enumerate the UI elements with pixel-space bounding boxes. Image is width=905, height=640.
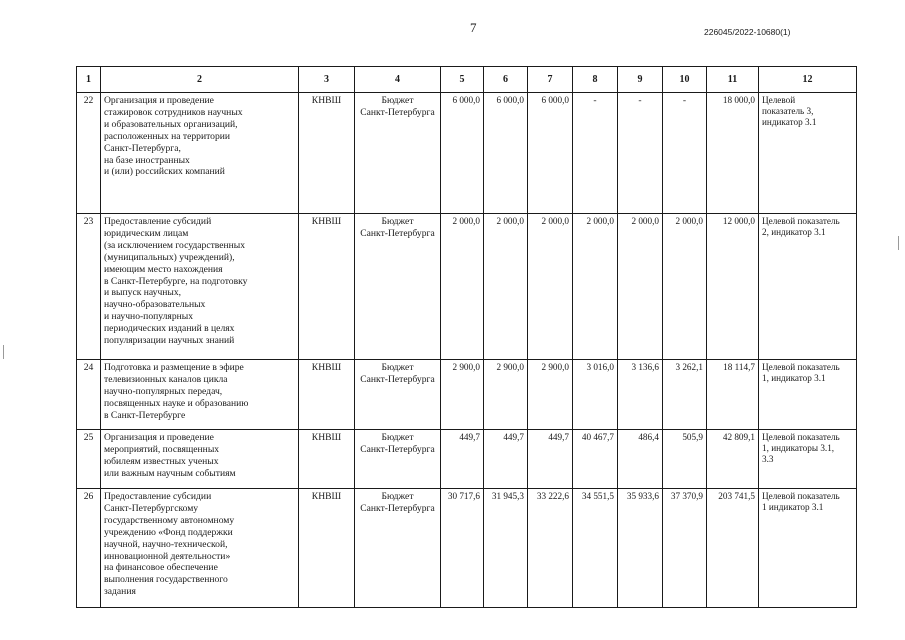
executor: КНВШ: [299, 93, 355, 214]
executor: КНВШ: [299, 430, 355, 489]
funding-value: 37 370,9: [663, 489, 707, 608]
funding-total: 18 114,7: [707, 360, 759, 430]
column-number-header: 1: [77, 67, 101, 93]
funding-value: 31 945,3: [484, 489, 528, 608]
column-number-header: 5: [441, 67, 484, 93]
funding-total: 42 809,1: [707, 430, 759, 489]
table-row: [77, 214, 857, 360]
funding-total: 12 000,0: [707, 214, 759, 360]
activity-name: Предоставление субсидии Санкт-Петербургскому государственному автономному учреждению «Фонд поддержки научной, научно-технической, инновационной деятельности» на финансовое обеспечение выполнения государственного задания: [101, 489, 299, 608]
column-number-header: 11: [707, 67, 759, 93]
executor: КНВШ: [299, 489, 355, 608]
funding-value: 2 000,0: [484, 214, 528, 360]
funding-value: 2 000,0: [663, 214, 707, 360]
funding-value: 2 900,0: [528, 360, 573, 430]
funding-value: 2 000,0: [441, 214, 484, 360]
funding-value: 486,4: [618, 430, 663, 489]
funding-source: Бюджет Санкт-Петербурга: [355, 214, 441, 360]
funding-source: Бюджет Санкт-Петербурга: [355, 360, 441, 430]
column-number-header: 9: [618, 67, 663, 93]
funding-value: 2 900,0: [441, 360, 484, 430]
funding-value: 6 000,0: [484, 93, 528, 214]
funding-value: 35 933,6: [618, 489, 663, 608]
funding-value: 2 000,0: [528, 214, 573, 360]
row-number: 22: [77, 93, 101, 214]
target-indicator: Целевой показатель 2, индикатор 3.1: [759, 214, 857, 360]
funding-value: 33 222,6: [528, 489, 573, 608]
scan-margin-mark: [898, 236, 899, 250]
funding-value: 6 000,0: [528, 93, 573, 214]
document-registration-code: 226045/2022-10680(1): [704, 27, 791, 37]
funding-value: -: [573, 93, 618, 214]
row-number: 25: [77, 430, 101, 489]
table-row: [77, 489, 857, 608]
table-row: [77, 430, 857, 489]
funding-source: Бюджет Санкт-Петербурга: [355, 93, 441, 214]
funding-value: 449,7: [528, 430, 573, 489]
funding-value: -: [618, 93, 663, 214]
funding-value: 3 136,6: [618, 360, 663, 430]
column-number-header: 8: [573, 67, 618, 93]
scan-margin-mark: [3, 345, 4, 359]
row-number: 23: [77, 214, 101, 360]
executor: КНВШ: [299, 214, 355, 360]
activity-name: Предоставление субсидий юридическим лицам (за исключением государственных (муниципальных) учреждений), имеющим место нахождения в Санкт-Петербурге, на подготовку и выпуск научных, научно-образовательных и научно-популярных периодических изданий в целях популяризации научных знаний: [101, 214, 299, 360]
column-number-header: 2: [101, 67, 299, 93]
column-number-header: 10: [663, 67, 707, 93]
funding-value: -: [663, 93, 707, 214]
column-number-header: 7: [528, 67, 573, 93]
funding-value: 3 262,1: [663, 360, 707, 430]
funding-total: 18 000,0: [707, 93, 759, 214]
activity-name: Организация и проведение стажировок сотрудников научных и образовательных организаций, расположенных на территории Санкт-Петербурга, на базе иностранных и (или) российских компаний: [101, 93, 299, 214]
funding-value: 449,7: [441, 430, 484, 489]
funding-source: Бюджет Санкт-Петербурга: [355, 430, 441, 489]
column-number-header-row: [77, 67, 857, 93]
funding-value: 2 000,0: [573, 214, 618, 360]
activity-name: Подготовка и размещение в эфире телевизионных каналов цикла научно-популярных передач, посвященных науке и образованию в Санкт-Петербурге: [101, 360, 299, 430]
row-number: 24: [77, 360, 101, 430]
program-activities-table: [76, 66, 857, 608]
funding-value: 2 000,0: [618, 214, 663, 360]
funding-total: 203 741,5: [707, 489, 759, 608]
funding-source: Бюджет Санкт-Петербурга: [355, 489, 441, 608]
funding-value: 2 900,0: [484, 360, 528, 430]
table-row: [77, 360, 857, 430]
column-number-header: 6: [484, 67, 528, 93]
funding-value: 40 467,7: [573, 430, 618, 489]
target-indicator: Целевой показатель 1, индикаторы 3.1, 3.3: [759, 430, 857, 489]
activity-name: Организация и проведение мероприятий, посвященных юбилеям известных ученых или важным научным событиям: [101, 430, 299, 489]
target-indicator: Целевой показатель 3, индикатор 3.1: [759, 93, 857, 214]
funding-value: 449,7: [484, 430, 528, 489]
executor: КНВШ: [299, 360, 355, 430]
page-number: 7: [470, 20, 477, 35]
funding-value: 34 551,5: [573, 489, 618, 608]
row-number: 26: [77, 489, 101, 608]
funding-value: 30 717,6: [441, 489, 484, 608]
table-row: [77, 93, 857, 214]
target-indicator: Целевой показатель 1 индикатор 3.1: [759, 489, 857, 608]
column-number-header: 12: [759, 67, 857, 93]
target-indicator: Целевой показатель 1, индикатор 3.1: [759, 360, 857, 430]
column-number-header: 3: [299, 67, 355, 93]
funding-value: 505,9: [663, 430, 707, 489]
column-number-header: 4: [355, 67, 441, 93]
funding-value: 3 016,0: [573, 360, 618, 430]
funding-value: 6 000,0: [441, 93, 484, 214]
